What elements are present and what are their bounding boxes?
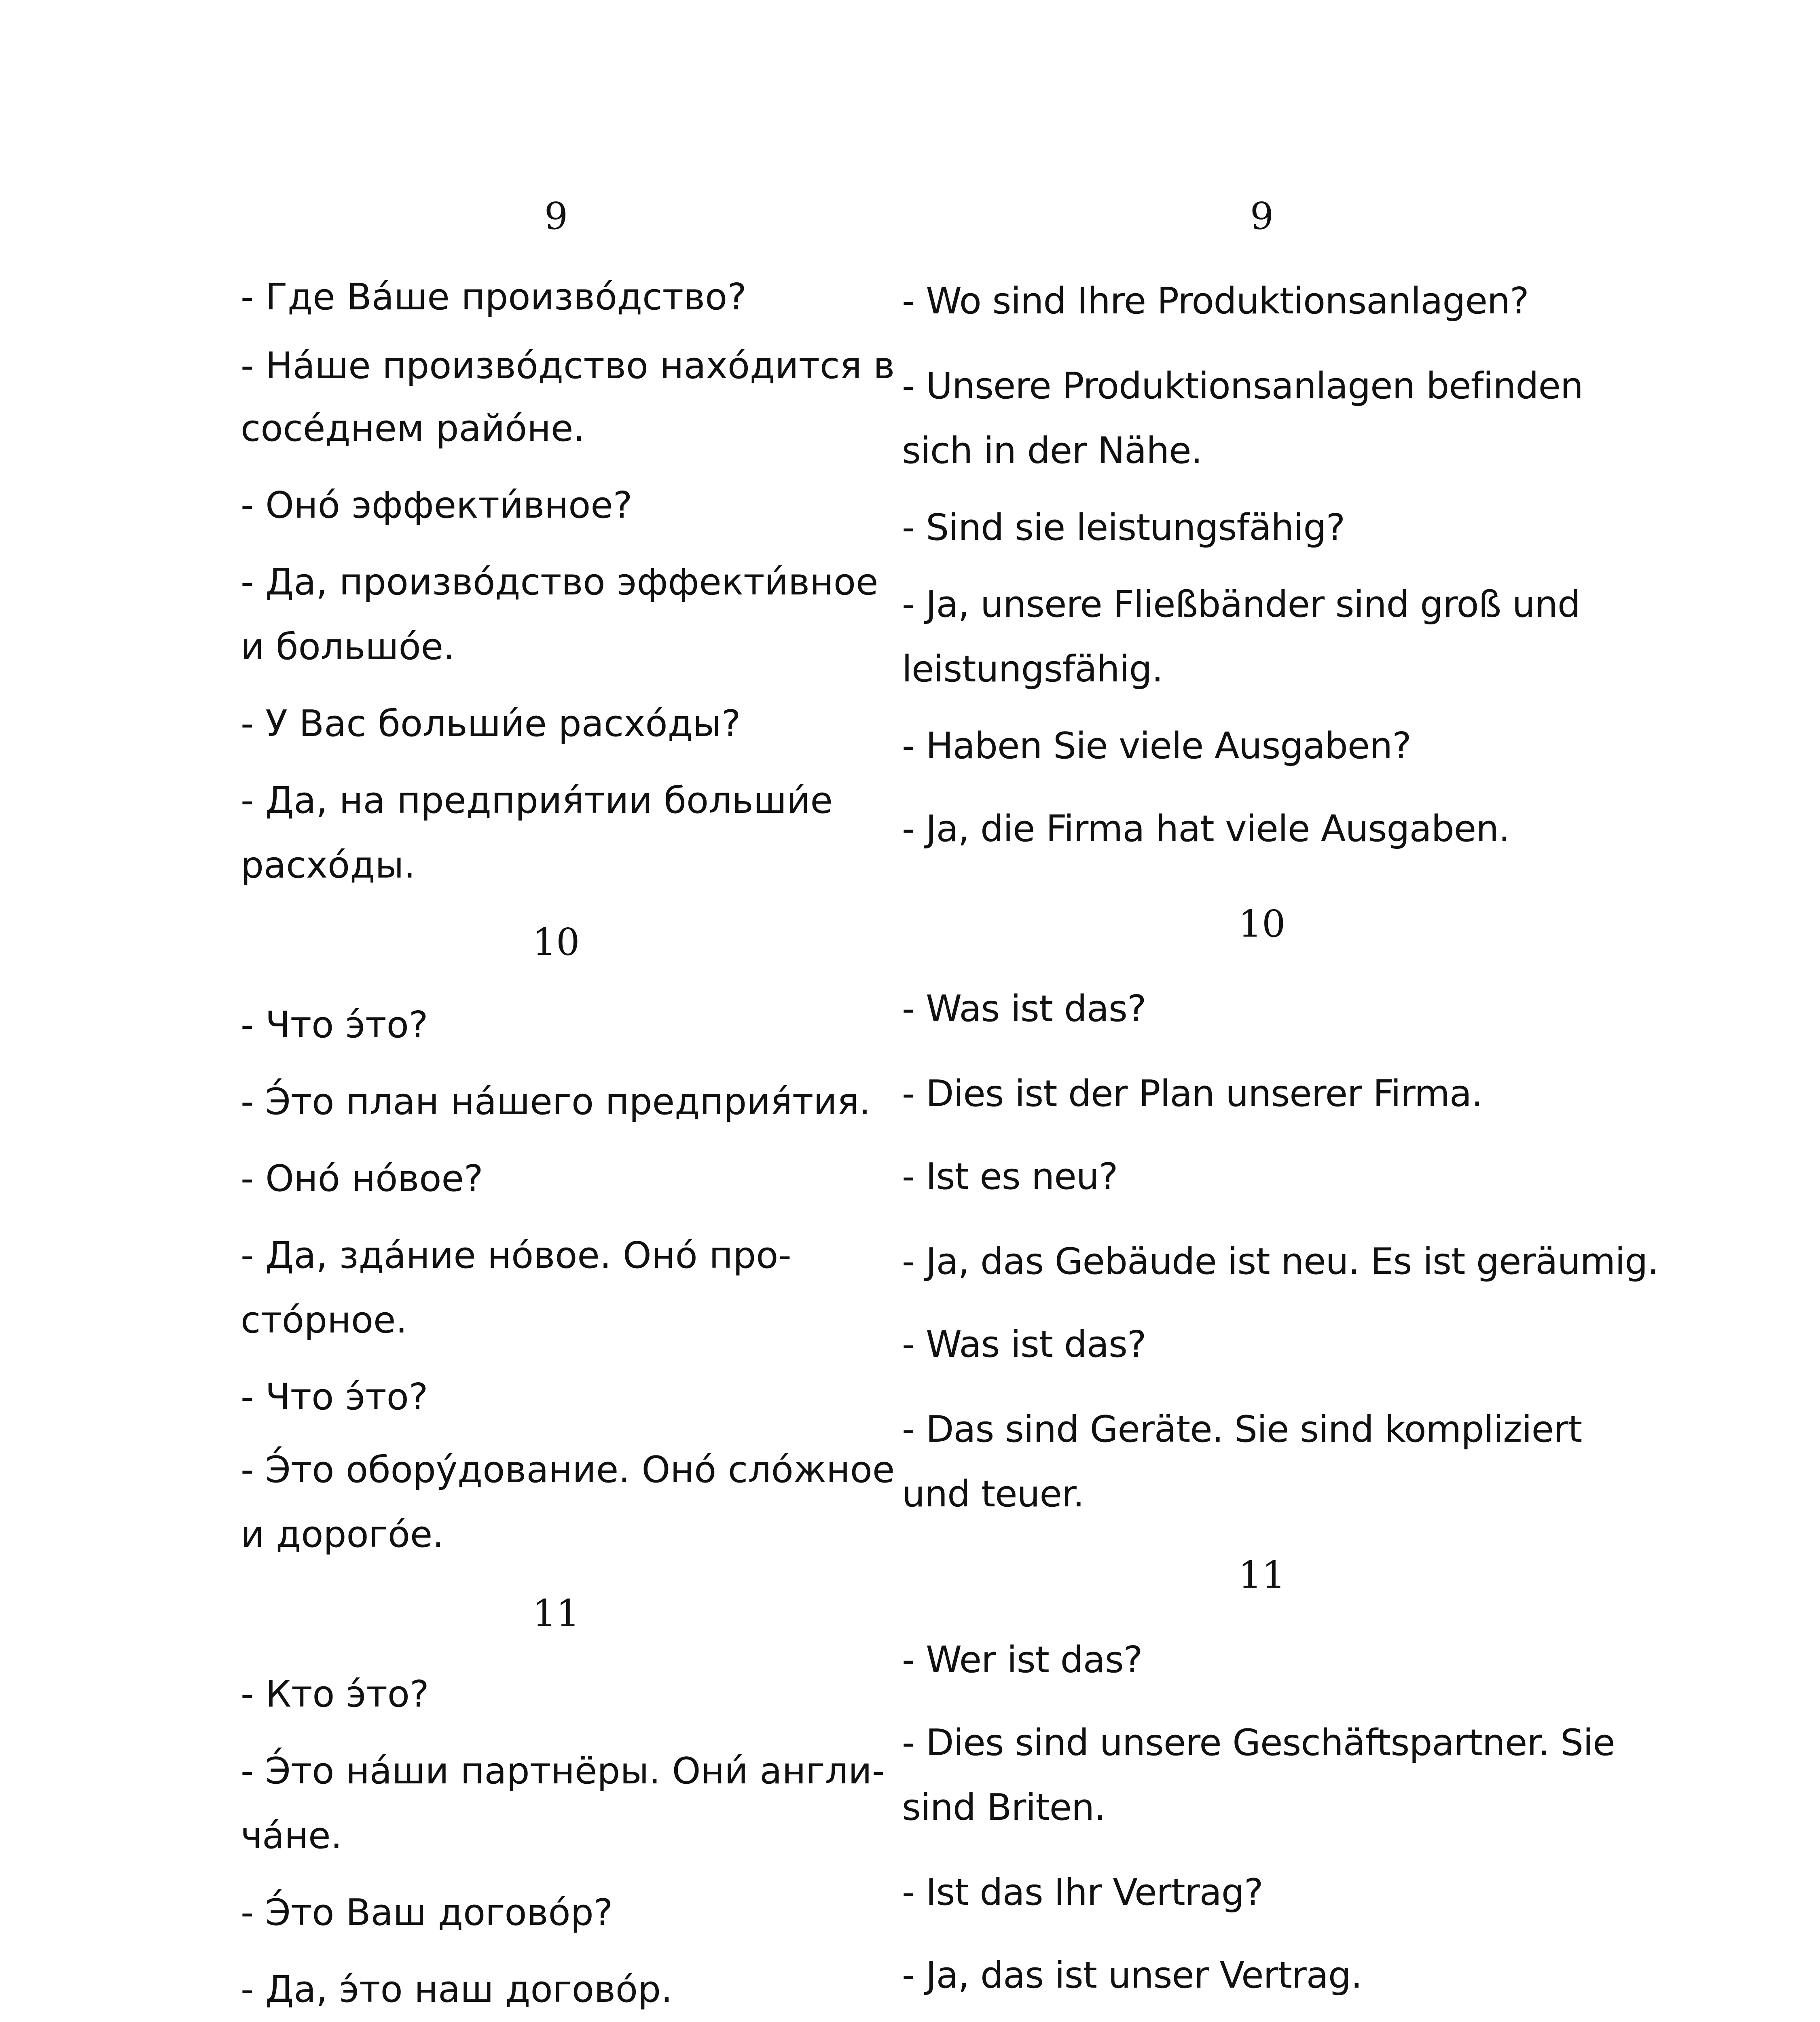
russian-section-number: 11 bbox=[532, 1592, 580, 1635]
german-dialogue-line: sich in der Nähe. bbox=[902, 429, 1202, 472]
german-dialogue-line: - Ist das Ihr Vertrag? bbox=[902, 1871, 1263, 1914]
german-dialogue-line: - Unsere Produktionsanlagen befinden bbox=[902, 365, 1583, 407]
russian-dialogue-line: - Оно́ но́вое? bbox=[241, 1157, 483, 1200]
russian-dialogue-line: - Кто э́то? bbox=[241, 1673, 429, 1715]
russian-dialogue-line: - Да, э́то наш догово́р. bbox=[241, 1968, 673, 2011]
russian-dialogue-line: ча́не. bbox=[241, 1815, 343, 1857]
german-dialogue-line: - Dies sind unsere Geschäftspartner. Sie bbox=[902, 1722, 1615, 1764]
german-dialogue-line: - Das sind Geräte. Sie sind kompliziert bbox=[902, 1408, 1582, 1451]
german-section-number: 10 bbox=[1238, 902, 1286, 945]
russian-dialogue-line: - Что э́то? bbox=[241, 1376, 428, 1418]
russian-dialogue-line: расхо́ды. bbox=[241, 844, 415, 886]
german-dialogue-line: - Was ist das? bbox=[902, 1323, 1146, 1366]
german-dialogue-line: - Ja, das ist unser Vertrag. bbox=[902, 1954, 1362, 1997]
german-dialogue-line: - Was ist das? bbox=[902, 988, 1146, 1030]
russian-dialogue-line: - Э́то план на́шего предприя́тия. bbox=[241, 1081, 871, 1123]
russian-dialogue-line: сто́рное. bbox=[241, 1299, 407, 1341]
german-dialogue-line: - Wer ist das? bbox=[902, 1639, 1143, 1681]
russian-dialogue-line: и дорого́е. bbox=[241, 1513, 444, 1556]
russian-dialogue-line: - Оно́ эффекти́вное? bbox=[241, 484, 633, 527]
german-dialogue-line: - Haben Sie viele Ausgaben? bbox=[902, 725, 1411, 767]
german-dialogue-line: - Ja, unsere Fließbänder sind groß und bbox=[902, 583, 1581, 626]
russian-dialogue-line: - Что э́то? bbox=[241, 1004, 428, 1046]
german-dialogue-line: - Ist es neu? bbox=[902, 1155, 1118, 1198]
german-dialogue-line: - Ja, die Firma hat viele Ausgaben. bbox=[902, 808, 1510, 850]
russian-dialogue-line: сосе́днем райо́не. bbox=[241, 407, 585, 450]
russian-dialogue-line: - Э́то Ваш догово́р? bbox=[241, 1891, 613, 1934]
russian-dialogue-line: - Где Ва́ше произво́дство? bbox=[241, 276, 747, 318]
german-section-number: 9 bbox=[1250, 195, 1274, 238]
russian-dialogue-line: и большо́е. bbox=[241, 626, 455, 668]
russian-dialogue-line: - Э́то обору́дование. Оно́ сло́жное bbox=[241, 1449, 895, 1491]
german-column bbox=[902, 0, 1659, 2022]
russian-section-number: 9 bbox=[544, 195, 568, 238]
russian-dialogue-line: - Да, на предприя́тии больши́е bbox=[241, 779, 833, 822]
german-section-number: 11 bbox=[1238, 1553, 1286, 1597]
russian-section-number: 10 bbox=[532, 920, 580, 964]
russian-dialogue-line: - На́ше произво́дство нахо́дится в bbox=[241, 345, 895, 387]
german-dialogue-line: - Dies ist der Plan unserer Firma. bbox=[902, 1072, 1483, 1115]
german-dialogue-line: und teuer. bbox=[902, 1473, 1084, 1515]
german-dialogue-line: - Ja, das Gebäude ist neu. Es ist geräumig. bbox=[902, 1240, 1659, 1283]
russian-dialogue-line: - Да, произво́дство эффекти́вное bbox=[241, 561, 878, 603]
german-dialogue-line: leistungsfähig. bbox=[902, 648, 1163, 690]
russian-column bbox=[241, 0, 895, 2022]
russian-dialogue-line: - Э́то на́ши партнёры. Они́ англи- bbox=[241, 1750, 885, 1792]
german-dialogue-line: - Sind sie leistungsfähig? bbox=[902, 506, 1345, 549]
german-dialogue-line: sind Briten. bbox=[902, 1786, 1105, 1829]
russian-dialogue-line: - У Вас больши́е расхо́ды? bbox=[241, 702, 741, 745]
german-dialogue-line: - Wo sind Ihre Produktionsanlagen? bbox=[902, 280, 1529, 322]
russian-dialogue-line: - Да, зда́ние но́вое. Оно́ про- bbox=[241, 1234, 791, 1277]
